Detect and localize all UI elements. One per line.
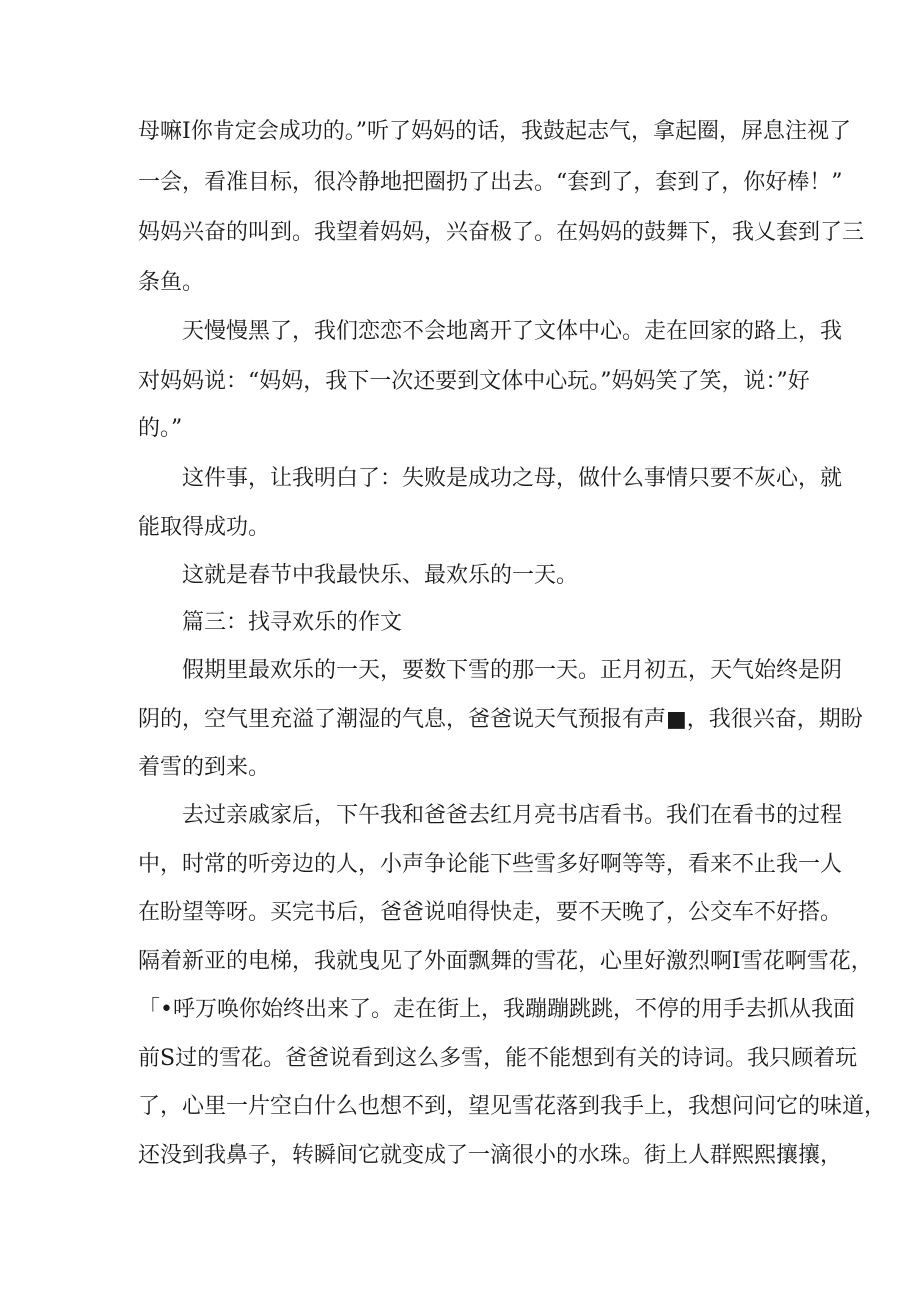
text-line-1: 母嘛I你肯定会成功的。”听了妈妈的话，我鼓起志气，拿起圈，屏息注视了 <box>138 119 851 144</box>
text-line-2: 一会，看准目标，很冷静地把圈扔了出去。“套到了，套到了，你好棒！” <box>138 170 843 195</box>
text-line-4: 条鱼。 <box>138 270 205 295</box>
text-line-16: 中，时常的听旁边的人，小声争论能下些雪多好啊等等，看来不止我一人 <box>138 852 843 877</box>
text-line-18: 隔着新亚的电梯，我就曳见了外面飘舞的雪花，心里好激烈啊I雪花啊雪花， <box>138 949 873 974</box>
text-line-13: 阴的，空气里充溢了潮湿的气息，爸爸说天气预报有声■，我很兴奋，期盼 <box>138 707 863 732</box>
section-heading: 篇三：找寻欢乐的作文 <box>182 610 403 635</box>
text-line-15: 去过亲戚家后，下午我和爸爸去红月亮书店看书。我们在看书的过程 <box>182 803 843 828</box>
text-line-7: 的。” <box>138 416 183 441</box>
text-line-9: 能取得成功。 <box>138 515 271 540</box>
text-line-20: 前S过的雪花。爸爸说看到这么多雪，能不能想到有关的诗词。我只顾着玩 <box>138 1046 858 1071</box>
text-line-21: 了，心里一片空白什么也想不到，望见雪花落到我手上，我想问问它的味道， <box>138 1094 887 1119</box>
text-line-22: 还没到我鼻子，转瞬间它就变成了一滴很小的水珠。街上人群熙熙攘攘， <box>138 1143 843 1168</box>
text-line-12: 假期里最欢乐的一天，要数下雪的那一天。正月初五，天气始终是阴 <box>182 658 843 683</box>
text-line-6: 对妈妈说：“妈妈，我下一次还要到文体中心玩。”妈妈笑了笑，说：”好 <box>138 369 810 394</box>
text-line-3: 妈妈兴奋的叫到。我望着妈妈，兴奋极了。在妈妈的鼓舞下，我乂套到了三 <box>138 220 865 245</box>
text-line-10: 这就是春节中我最快乐、最欢乐的一天。 <box>182 563 579 588</box>
text-line-19: 「•呼万唤你始终出来了。走在街上，我蹦蹦跳跳，不停的用手去抓从我面 <box>138 997 855 1022</box>
text-line-14: 着雪的到来。 <box>138 755 271 780</box>
text-line-8: 这件事，让我明白了：失败是成功之母，做什么事情只要不灰心，就 <box>182 466 843 491</box>
text-line-17: 在盼望等呀。买完书后，爸爸说咱得快走，要不天晚了，公交车不好搭。 <box>138 900 843 925</box>
text-line-5: 天慢慢黑了，我们恋恋不会地离开了文体中心。走在回家的路上，我 <box>182 319 843 344</box>
